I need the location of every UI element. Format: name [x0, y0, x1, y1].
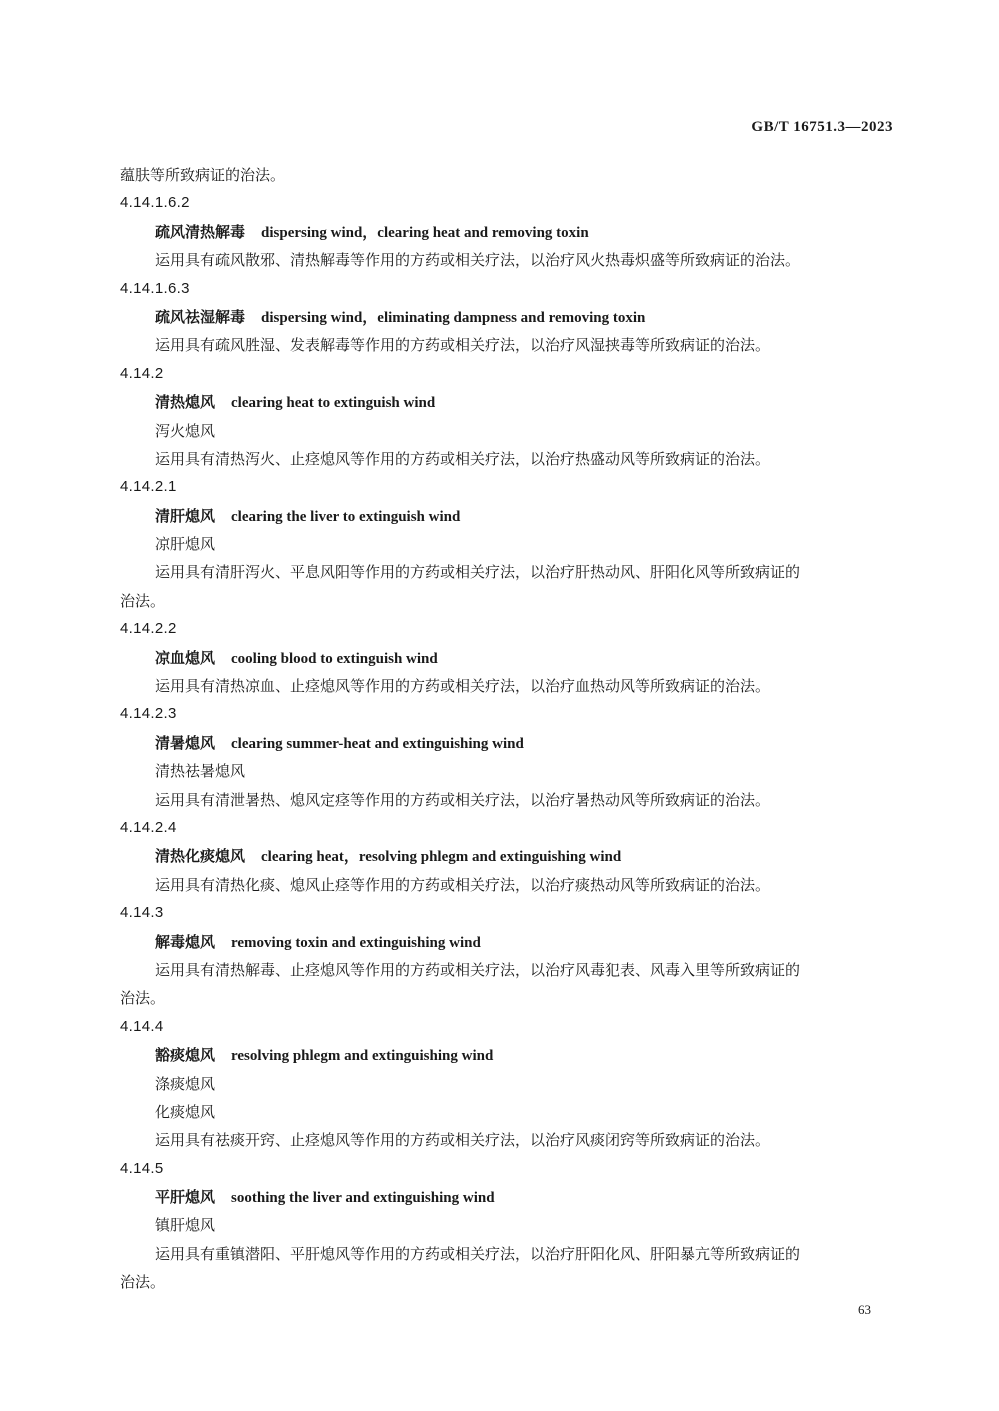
term-english: clearing heat，resolving phlegm and extinguishing wind: [261, 849, 622, 866]
clause-number: 4.14.2.1: [120, 478, 177, 496]
body-text-line: 运用具有清热凉血、止痉熄风等作用的方药或相关疗法，以治疗血热动风等所致病证的治法。: [155, 677, 771, 696]
body-text-line: 镇肝熄风: [155, 1216, 216, 1235]
clause-number: 4.14.1.6.2: [120, 194, 190, 212]
term-english: clearing heat to extinguish wind: [231, 395, 436, 412]
term-entry: [120, 218, 900, 246]
term-english: removing toxin and extinguishing wind: [231, 934, 481, 951]
term-entry: [120, 1041, 900, 1069]
term-chinese: 解毒熄风: [155, 932, 216, 951]
body-text-line: 清热祛暑熄风: [155, 762, 246, 781]
page-number: 63: [858, 1302, 871, 1317]
clause-number: 4.14.2: [120, 364, 164, 382]
clause-number: 4.14.2.3: [120, 705, 177, 723]
clause-number: 4.14.3: [120, 904, 164, 922]
body-text-line: 蕴肤等所致病证的治法。: [120, 166, 286, 184]
document-body: [120, 161, 900, 1297]
body-text-line: 运用具有清泄暑热、熄风定痉等作用的方药或相关疗法，以治疗暑热动风等所致病证的治法。: [155, 790, 771, 809]
term-chinese: 清热化痰熄风: [155, 847, 246, 866]
body-text-line: 运用具有重镇潜阳、平肝熄风等作用的方药或相关疗法，以治疗肝阳化风、肝阳暴亢等所致病证的: [155, 1244, 801, 1263]
term-english: clearing the liver to extinguish wind: [231, 508, 461, 525]
body-text-line: 治法。: [120, 1273, 166, 1292]
term-entry: [120, 729, 900, 757]
term-english: clearing summer-heat and extinguishing wind: [231, 735, 524, 752]
body-text-line: 涤痰熄风: [155, 1074, 216, 1093]
term-entry: [120, 502, 900, 530]
body-text-line: 运用具有清肝泻火、平息风阳等作用的方药或相关疗法，以治疗肝热动风、肝阳化风等所致病证的: [155, 563, 801, 582]
body-text-line: 治法。: [120, 989, 166, 1008]
body-text-line: 运用具有清热解毒、止痉熄风等作用的方药或相关疗法，以治疗风毒犯表、风毒入里等所致病证的: [155, 960, 801, 979]
term-entry: [120, 1183, 900, 1211]
term-english: cooling blood to extinguish wind: [231, 650, 438, 667]
term-entry: [120, 928, 900, 956]
body-text-line: 运用具有疏风散邪、清热解毒等作用的方药或相关疗法，以治疗风火热毒炽盛等所致病证的治法。: [155, 251, 801, 270]
term-english: resolving phlegm and extinguishing wind: [231, 1048, 494, 1065]
term-entry: [120, 303, 900, 331]
clause-number: 4.14.1.6.3: [120, 279, 190, 297]
term-entry: [120, 388, 900, 416]
clause-number: 4.14.2.4: [120, 818, 177, 836]
body-text-line: 泻火熄风: [155, 421, 216, 440]
term-entry: [120, 842, 900, 870]
body-text-line: 凉肝熄风: [155, 535, 216, 554]
term-english: dispersing wind，clearing heat and removing toxin: [261, 224, 589, 241]
body-text-line: 运用具有清热化痰、熄风止痉等作用的方药或相关疗法，以治疗痰热动风等所致病证的治法。: [155, 875, 771, 894]
term-chinese: 凉血熄风: [155, 648, 216, 667]
term-english: soothing the liver and extinguishing wind: [231, 1190, 495, 1207]
term-chinese: 疏风清热解毒: [155, 222, 246, 241]
term-chinese: 清热熄风: [155, 393, 216, 412]
body-text-line: 运用具有祛痰开窍、止痉熄风等作用的方药或相关疗法，以治疗风痰闭窍等所致病证的治法。: [155, 1131, 771, 1150]
clause-number: 4.14.2.2: [120, 620, 177, 638]
term-english: dispersing wind，eliminating dampness and removing toxin: [261, 309, 646, 326]
clause-number: 4.14.5: [120, 1159, 164, 1177]
term-chinese: 疏风祛湿解毒: [155, 307, 246, 326]
term-chinese: 清暑熄风: [155, 733, 216, 752]
body-text-line: 运用具有疏风胜湿、发表解毒等作用的方药或相关疗法，以治疗风湿挟毒等所致病证的治法。: [155, 336, 771, 355]
clause-number: 4.14.4: [120, 1017, 164, 1035]
body-text-line: 治法。: [120, 591, 166, 610]
body-text-line: 运用具有清热泻火、止痉熄风等作用的方药或相关疗法，以治疗热盛动风等所致病证的治法。: [155, 449, 771, 468]
term-chinese: 清肝熄风: [155, 506, 216, 525]
body-text-line: 化痰熄风: [155, 1102, 216, 1121]
term-chinese: 豁痰熄风: [155, 1046, 216, 1065]
standard-number-header: GB/T 16751.3—2023: [751, 119, 893, 135]
term-chinese: 平肝熄风: [155, 1188, 216, 1207]
term-entry: [120, 644, 900, 672]
